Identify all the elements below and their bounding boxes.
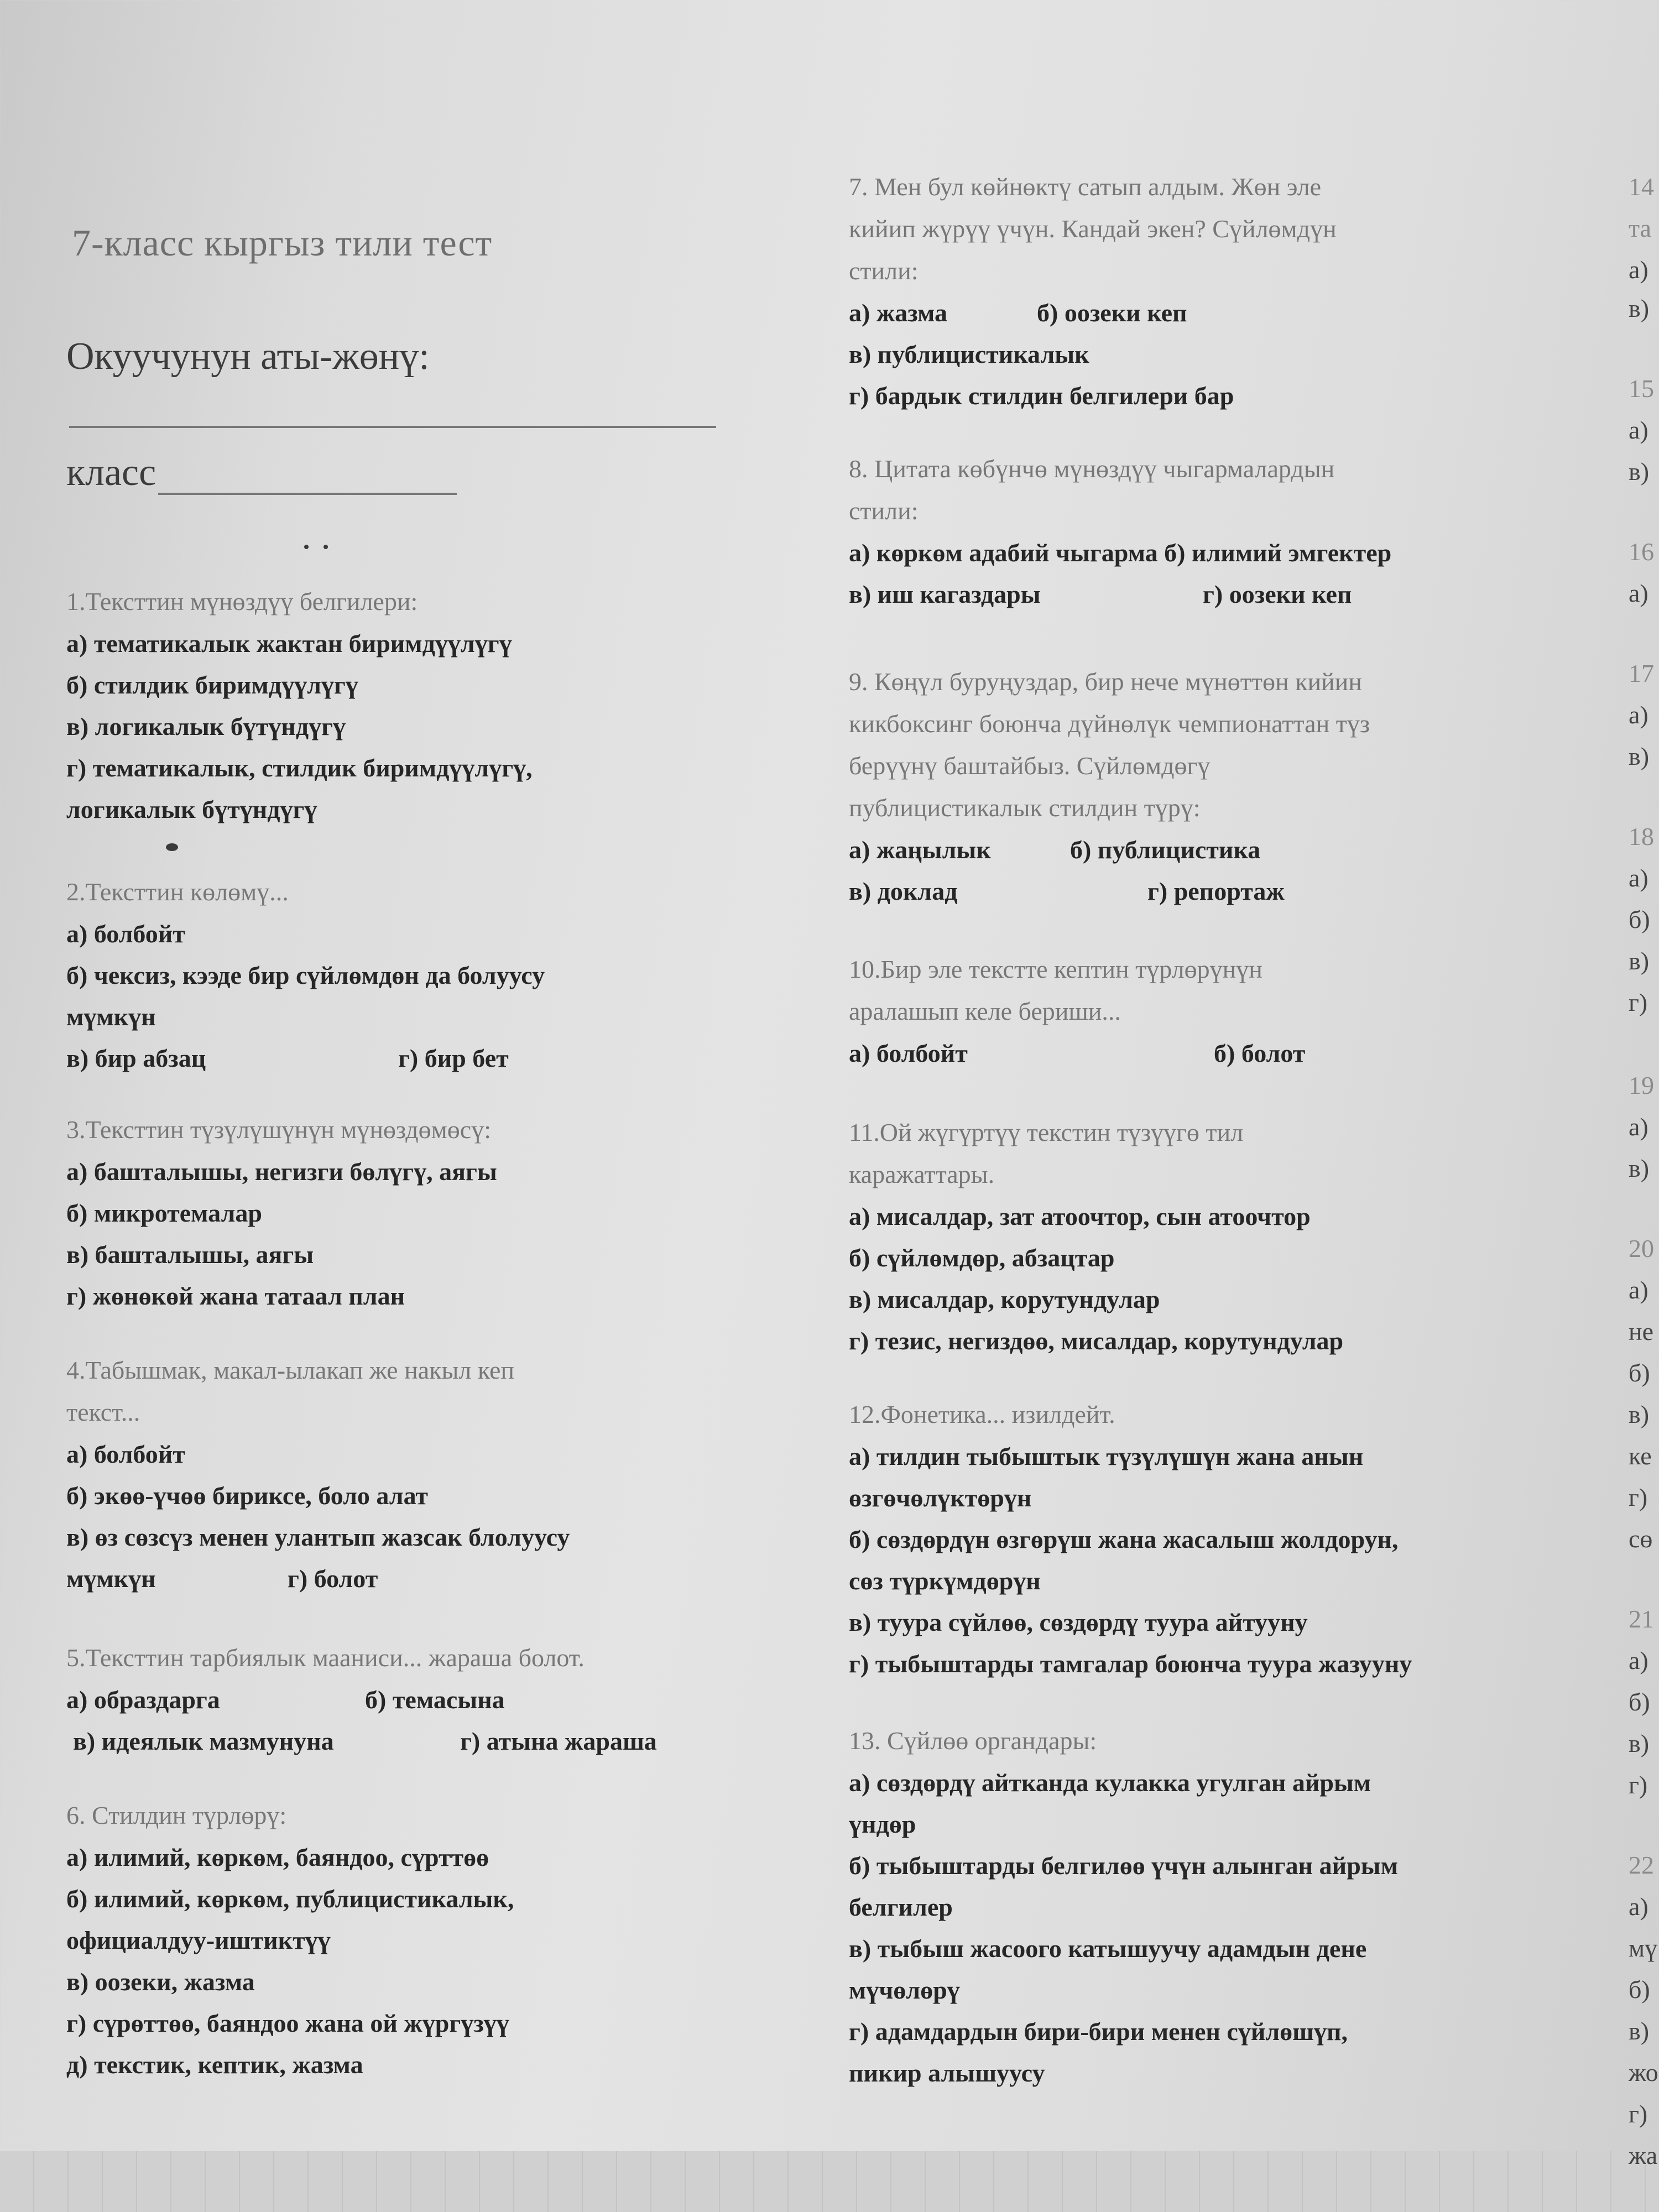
- question-text: 4.Табышмак, макал-ылакап же накыл кеп: [66, 1356, 515, 1384]
- question-text-cont: аралашып келе бериши...: [849, 997, 1121, 1025]
- question-1: [66, 581, 533, 830]
- option-g[interactable]: г) репортаж: [1147, 877, 1285, 905]
- ink-smudge: [166, 843, 178, 851]
- right-mark: в): [1629, 1729, 1650, 1757]
- question-text: 2.Тексттин көлөмү...: [66, 878, 289, 906]
- question-12: [849, 1394, 1412, 1684]
- question-4: [66, 1349, 570, 1599]
- question-6: [66, 1794, 514, 2085]
- class-row: [66, 451, 457, 495]
- student-name-label: Окуучунун аты-жөнү:: [66, 335, 430, 378]
- right-mark: б): [1629, 905, 1650, 933]
- right-mark: в): [1629, 1154, 1650, 1182]
- test-title: 7-класс кыргыз тили тест: [72, 222, 493, 264]
- right-mark: г): [1629, 988, 1648, 1016]
- right-mark: в): [1629, 1400, 1650, 1428]
- option-a[interactable]: а) башталышы, негизги бөлүгү, аягы: [66, 1157, 497, 1186]
- question-10: [849, 948, 1305, 1074]
- right-mark: а): [1629, 579, 1648, 607]
- question-text: 3.Тексттин түзүлүшүнүн мүнөздөмөсү:: [66, 1115, 491, 1144]
- question-text-cont: берүүнү баштайбыз. Сүйлөмдөгү: [849, 752, 1211, 780]
- option-a[interactable]: а) сөздөрдү айтканда кулакка угулган айрым: [849, 1768, 1371, 1797]
- question-text: 5.Тексттин тарбиялык мааниси... жараша болот.: [66, 1644, 585, 1672]
- right-mark: 22: [1629, 1851, 1654, 1879]
- option-a[interactable]: а) мисалдар, зат атоочтор, сын атоочтор: [849, 1202, 1311, 1230]
- option-a[interactable]: а) жазма: [849, 299, 948, 327]
- option-b[interactable]: б) илимий, көркөм, публицистикалык,: [66, 1885, 514, 1913]
- question-text-cont: кикбоксинг боюнча дүйнөлүк чемпионаттан түз: [849, 709, 1370, 738]
- right-mark: г): [1629, 2100, 1648, 2128]
- student-name-line[interactable]: [69, 426, 716, 428]
- right-mark: 16: [1629, 538, 1654, 566]
- question-8: [849, 448, 1391, 615]
- option-a[interactable]: а) илимий, көркөм, баяндоо, сүрттөө: [66, 1843, 489, 1871]
- class-label: класс: [66, 451, 156, 494]
- option-v[interactable]: в) бир абзац: [66, 1044, 206, 1072]
- option-g[interactable]: г) адамдардын бири-бири менен сүйлөшүп,: [849, 2017, 1348, 2046]
- option-a[interactable]: а) болбойт: [66, 1440, 185, 1468]
- question-text-cont: кийип жүрүү үчүн. Кандай экен? Сүйлөмдүн: [849, 215, 1337, 243]
- right-mark: а): [1629, 1646, 1648, 1674]
- right-mark: жа: [1629, 2141, 1658, 2169]
- option-b-cont: официалдуу-иштиктүү: [66, 1926, 331, 1954]
- option-v[interactable]: в) иш кагаздары: [849, 580, 1041, 608]
- option-v[interactable]: в) башталышы, аягы: [66, 1240, 314, 1269]
- right-mark: 21: [1629, 1605, 1654, 1633]
- option-v[interactable]: в) тыбыш жасоого катышуучу адамдын дене: [849, 1934, 1367, 1963]
- option-v[interactable]: в) логикалык бүтүндүгү: [66, 712, 346, 740]
- question-text-cont: текст...: [66, 1398, 140, 1426]
- question-text: 13. Сүйлөө органдары:: [849, 1726, 1097, 1755]
- option-v[interactable]: в) мисалдар, корутундулар: [849, 1285, 1160, 1313]
- right-mark: не: [1629, 1317, 1654, 1345]
- option-v[interactable]: в) оозеки, жазма: [66, 1968, 255, 1996]
- option-row: [66, 1679, 657, 1720]
- option-a[interactable]: а) болбойт: [66, 920, 185, 948]
- right-mark: сө: [1629, 1525, 1653, 1553]
- option-v[interactable]: в) туура сүйлөө, сөздөрдү туура айтууну: [849, 1608, 1308, 1636]
- right-mark: б): [1629, 1688, 1650, 1716]
- right-mark: в): [1629, 294, 1650, 322]
- option-row: [849, 829, 1370, 870]
- right-mark: а): [1629, 864, 1648, 892]
- right-mark: а): [1629, 255, 1648, 284]
- option-g-cont: пикир алышуусу: [849, 2059, 1045, 2087]
- option-b[interactable]: б) чексиз, кээде бир сүйлөмдөн да болуусу: [66, 961, 545, 989]
- question-text: 1.Тексттин мүнөздүү белгилери:: [66, 587, 418, 615]
- option-v[interactable]: в) публицистикалык: [849, 340, 1089, 368]
- right-mark: в): [1629, 457, 1650, 486]
- option-b[interactable]: б) микротемалар: [66, 1199, 262, 1227]
- question-text: 12.Фонетика... изилдейт.: [849, 1400, 1115, 1428]
- option-d[interactable]: д) текстик, кептик, жазма: [66, 2051, 363, 2079]
- option-v[interactable]: в) өз сөзсүз менен улантып жазсак блолуусу: [66, 1523, 570, 1551]
- question-text-cont: стили:: [849, 497, 919, 525]
- option-v-cont: мүчөлөрү: [849, 1976, 960, 2004]
- option-a-b[interactable]: а) көркөм адабий чыгарма б) илимий эмгектер: [849, 539, 1392, 567]
- question-text: 10.Бир эле текстте кептин түрлөрүнүн: [849, 955, 1262, 983]
- question-text-cont: каражаттары.: [849, 1160, 995, 1188]
- question-text: 11.Ой жүгүртүү текстин түзүүгө тил: [849, 1118, 1244, 1146]
- option-v[interactable]: в) идеялык мазмунуна: [73, 1727, 334, 1755]
- option-row: [66, 1037, 545, 1079]
- option-g[interactable]: г) болот: [288, 1564, 378, 1593]
- right-mark: 20: [1629, 1234, 1654, 1262]
- option-b[interactable]: б) сүйлөмдөр, абзацтар: [849, 1244, 1115, 1272]
- right-mark: а): [1629, 1276, 1648, 1304]
- right-mark: в): [1629, 947, 1650, 975]
- option-b[interactable]: б) тыбыштарды белгилөө үчүн алынган айрым: [849, 1851, 1399, 1880]
- question-5: [66, 1637, 657, 1762]
- option-g[interactable]: г) тезис, негиздөө, мисалдар, корутундулар: [849, 1327, 1344, 1355]
- right-mark: г): [1629, 1771, 1648, 1799]
- option-g-cont: логикалык бүтүндүгү: [66, 795, 317, 823]
- question-2: [66, 871, 545, 1079]
- option-b[interactable]: б) оозеки кеп: [1037, 299, 1187, 327]
- dot-mark: [324, 545, 328, 549]
- option-b[interactable]: б) публицистика: [1070, 836, 1261, 864]
- option-g[interactable]: г) тыбыштарды тамгалар боюнча туура жазууну: [849, 1650, 1412, 1678]
- option-a[interactable]: а) тилдин тыбыштык түзүлүшүн жана анын: [849, 1442, 1364, 1470]
- option-g[interactable]: г) бардык стилдин белгилери бар: [849, 382, 1234, 410]
- question-13: [849, 1720, 1398, 2094]
- right-mark: 19: [1629, 1071, 1654, 1099]
- option-b[interactable]: б) болот: [1214, 1039, 1306, 1067]
- right-mark: а): [1629, 416, 1648, 444]
- option-v-cont: мүмкүн: [66, 1564, 156, 1593]
- right-mark: г): [1629, 1483, 1648, 1511]
- option-a-cont: үндөр: [849, 1810, 916, 1838]
- question-text-cont: публицистикалык стилдин түрү:: [849, 794, 1201, 822]
- option-a[interactable]: а) болбойт: [849, 1039, 968, 1067]
- right-mark: ке: [1629, 1442, 1652, 1470]
- question-text: 6. Стилдин түрлөрү:: [66, 1801, 287, 1829]
- question-9: [849, 661, 1370, 912]
- right-mark: 17: [1629, 659, 1654, 687]
- option-row: [849, 870, 1370, 912]
- option-g[interactable]: г) оозеки кеп: [1203, 580, 1352, 608]
- option-b-cont: мүмкүн: [66, 1003, 156, 1031]
- option-b-cont: сөз түркүмдөрүн: [849, 1567, 1041, 1595]
- option-row: [849, 573, 1391, 615]
- option-g[interactable]: г) сүрөттөө, баяндоо жана ой жүргүзүү: [66, 2009, 509, 2037]
- option-b[interactable]: б) сөздөрдүн өзгөрүш жана жасалыш жолдорун,: [849, 1525, 1399, 1553]
- question-11: [849, 1112, 1343, 1361]
- right-mark: 14: [1629, 173, 1654, 201]
- option-b[interactable]: б) стилдик биримдүүлүгү: [66, 671, 358, 699]
- question-text: 8. Цитата көбүнчө мүнөздүү чыгармалардын: [849, 455, 1335, 483]
- option-a[interactable]: а) тематикалык жактан биримдүүлүгү: [66, 629, 512, 658]
- right-mark: та: [1629, 214, 1652, 242]
- question-text: 9. Көңүл буруңуздар, бир нече мүнөттөн кийин: [849, 667, 1362, 696]
- option-g[interactable]: г) бир бет: [398, 1044, 509, 1072]
- question-7: [849, 166, 1337, 416]
- paper-bottom-edge: [0, 2151, 1659, 2212]
- option-a[interactable]: а) жаңылык: [849, 836, 991, 864]
- right-mark: 18: [1629, 822, 1654, 851]
- option-b[interactable]: б) темасына: [365, 1686, 505, 1714]
- right-mark: б): [1629, 1359, 1650, 1387]
- option-row: [66, 1720, 657, 1762]
- right-mark: а): [1629, 1113, 1648, 1141]
- right-mark: мү: [1629, 1934, 1658, 1962]
- option-a-cont: өзгөчөлүктөрүн: [849, 1484, 1032, 1512]
- option-a[interactable]: а) образдарга: [66, 1686, 220, 1714]
- right-mark: б): [1629, 1975, 1650, 2004]
- right-mark: а): [1629, 1892, 1648, 1921]
- option-row: [849, 1032, 1305, 1074]
- option-b[interactable]: б) экөө-үчөө бириксе, боло алат: [66, 1481, 429, 1510]
- option-b-cont: белгилер: [849, 1893, 953, 1921]
- option-g[interactable]: г) атына жараша: [460, 1727, 657, 1755]
- option-row: [849, 292, 1337, 333]
- right-mark: в): [1629, 2017, 1650, 2045]
- option-v[interactable]: в) доклад: [849, 877, 958, 905]
- dot-mark: [304, 545, 309, 549]
- question-3: [66, 1109, 497, 1317]
- question-text-cont: стили:: [849, 257, 919, 285]
- right-mark: 15: [1629, 374, 1654, 403]
- right-mark: а): [1629, 701, 1648, 729]
- option-g[interactable]: г) тематикалык, стилдик биримдүүлүгү,: [66, 754, 533, 782]
- right-mark: в): [1629, 742, 1650, 770]
- question-text: 7. Мен бул көйнөктү сатып алдым. Жөн эле: [849, 173, 1321, 201]
- option-g[interactable]: г) жөнөкөй жана татаал план: [66, 1282, 405, 1310]
- class-line[interactable]: [158, 460, 457, 495]
- option-row: [66, 1558, 570, 1599]
- right-mark: жо: [1629, 2058, 1658, 2086]
